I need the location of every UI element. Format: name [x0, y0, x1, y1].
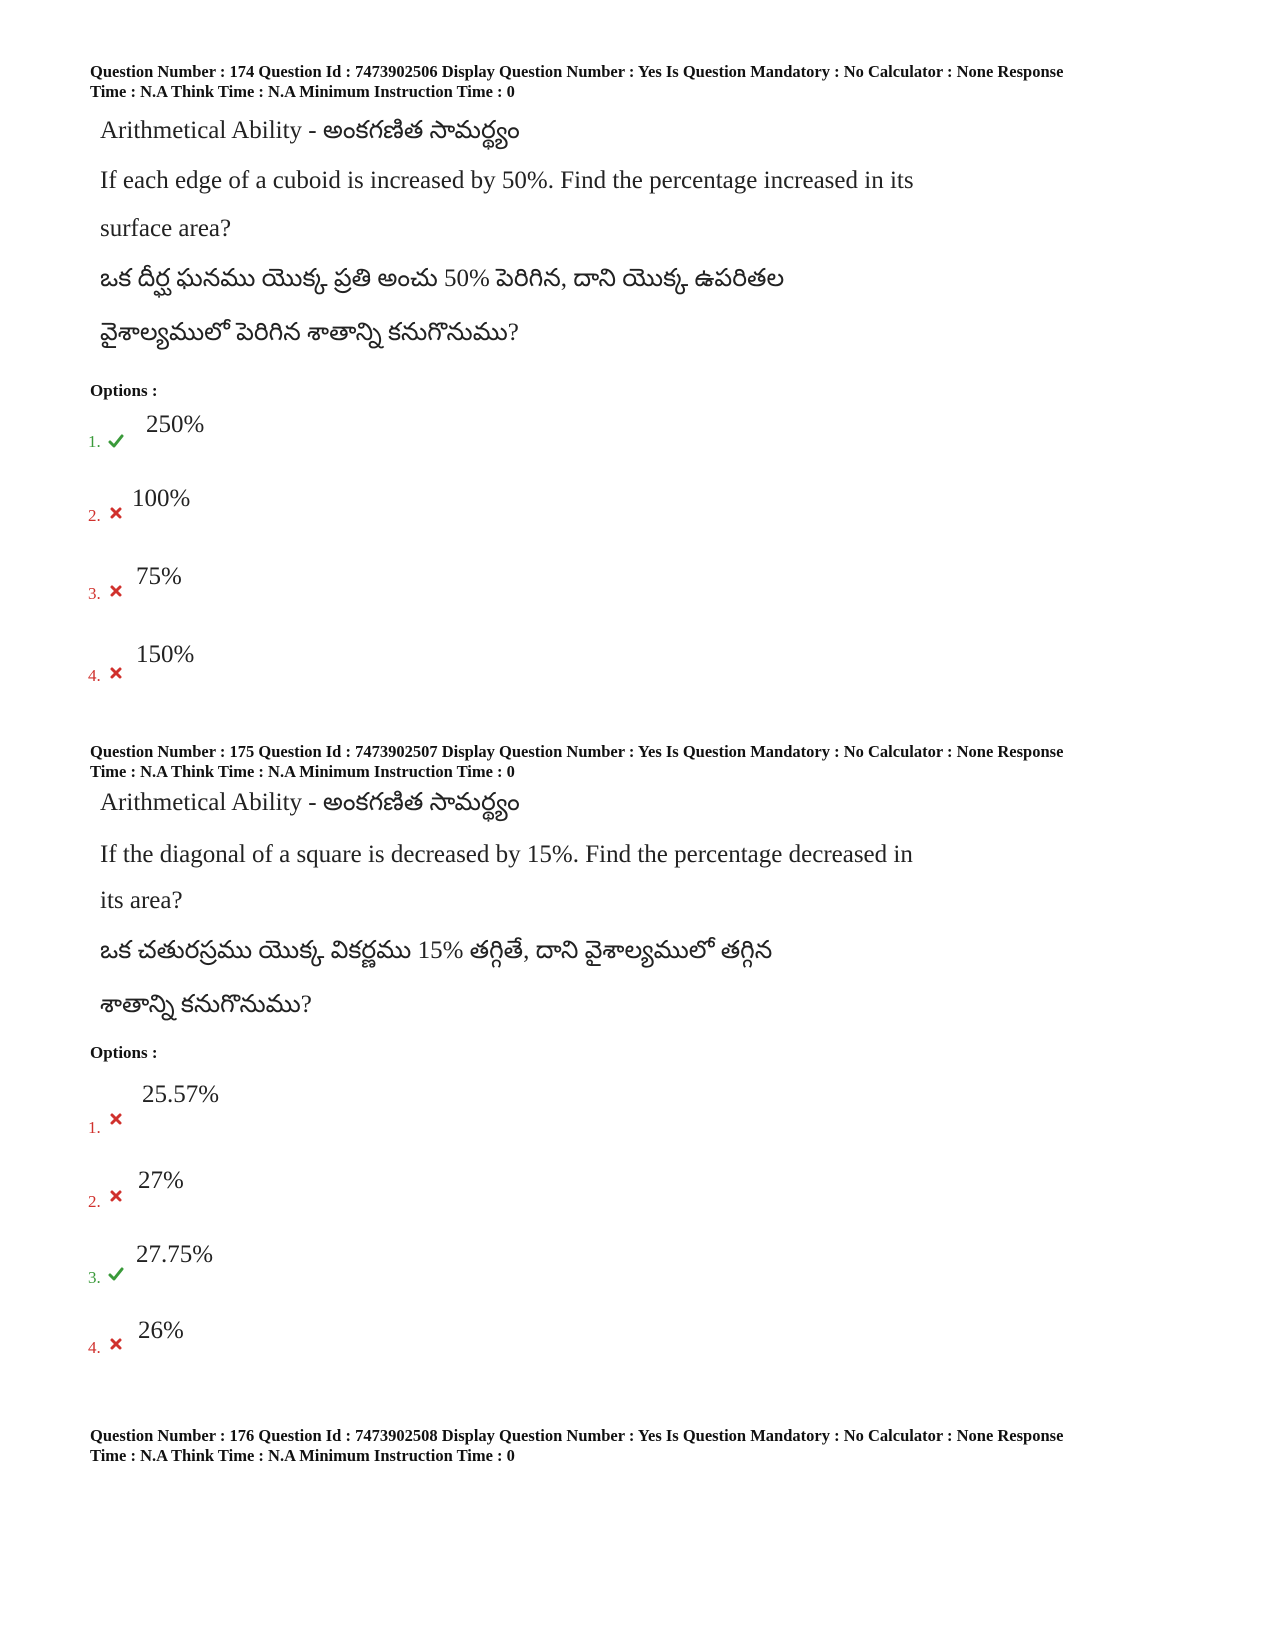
meta-line-2: Time : N.A Think Time : N.A Minimum Instruction Time : 0 — [90, 1446, 515, 1465]
meta-line-2: Time : N.A Think Time : N.A Minimum Instruction Time : 0 — [90, 762, 515, 781]
check-icon — [108, 1266, 124, 1282]
question-text-en-line-2: surface area? — [100, 215, 232, 242]
question-meta — [90, 1426, 1200, 1466]
question-text-te-line-2: శాతాన్ని కనుగొనుము? — [100, 991, 312, 1018]
cross-icon — [108, 583, 124, 599]
options-label: Options : — [90, 1043, 158, 1062]
question-meta — [90, 62, 1200, 102]
question-text-te-line-1: ఒక దీర్ఘ ఘనము యొక్క ప్రతి అంచు 50% పెరిగిన, దాని యొక్క ఉపరితల — [100, 265, 785, 292]
question-text-en-line-2: its area? — [100, 887, 183, 914]
option-number: 3. — [88, 1268, 101, 1287]
option-value: 25.57% — [142, 1081, 220, 1108]
cross-icon — [108, 1111, 124, 1127]
cross-icon — [108, 1336, 124, 1352]
option-number: 3. — [88, 584, 101, 603]
cross-icon — [108, 505, 124, 521]
cross-icon — [108, 665, 124, 681]
option-value: 27.75% — [136, 1241, 214, 1268]
check-icon — [108, 433, 124, 449]
option-value: 27% — [138, 1167, 184, 1194]
question-text-en-line-1: If the diagonal of a square is decreased by 15%. Find the percentage decreased in — [100, 841, 913, 868]
option-number: 4. — [88, 1338, 101, 1357]
meta-line-2: Time : N.A Think Time : N.A Minimum Instruction Time : 0 — [90, 82, 515, 101]
options-label: Options : — [90, 381, 158, 400]
option-value: 250% — [146, 411, 205, 438]
option-value: 75% — [136, 563, 182, 590]
question-meta — [90, 742, 1200, 782]
option-value: 100% — [132, 485, 191, 512]
option-number: 2. — [88, 506, 101, 525]
question-text-te-line-2: వైశాల్యములో పెరిగిన శాతాన్ని కనుగొనుము? — [100, 319, 519, 346]
meta-line-1: Question Number : 175 Question Id : 7473902507 Display Question Number : Yes Is Question Mandatory : No Calculator : None Response — [90, 742, 1064, 761]
option-number: 1. — [88, 432, 101, 451]
option-value: 26% — [138, 1317, 184, 1344]
meta-line-1: Question Number : 176 Question Id : 7473902508 Display Question Number : Yes Is Question Mandatory : No Calculator : None Response — [90, 1426, 1064, 1445]
question-text-en-line-1: If each edge of a cuboid is increased by 50%. Find the percentage increased in its — [100, 167, 914, 194]
option-number: 1. — [88, 1118, 101, 1137]
subject-label: Arithmetical Ability - అంకగణిత సామర్థ్యం — [100, 789, 520, 816]
question-text-te-line-1: ఒక చతురస్రము యొక్క వికర్ణము 15% తగ్గితే, దాని వైశాల్యములో తగ్గిన — [100, 937, 773, 964]
subject-label: Arithmetical Ability - అంకగణిత సామర్థ్యం — [100, 117, 520, 144]
meta-line-1: Question Number : 174 Question Id : 7473902506 Display Question Number : Yes Is Question Mandatory : No Calculator : None Response — [90, 62, 1064, 81]
option-number: 4. — [88, 666, 101, 685]
cross-icon — [108, 1188, 124, 1204]
option-value: 150% — [136, 641, 195, 668]
option-number: 2. — [88, 1192, 101, 1211]
